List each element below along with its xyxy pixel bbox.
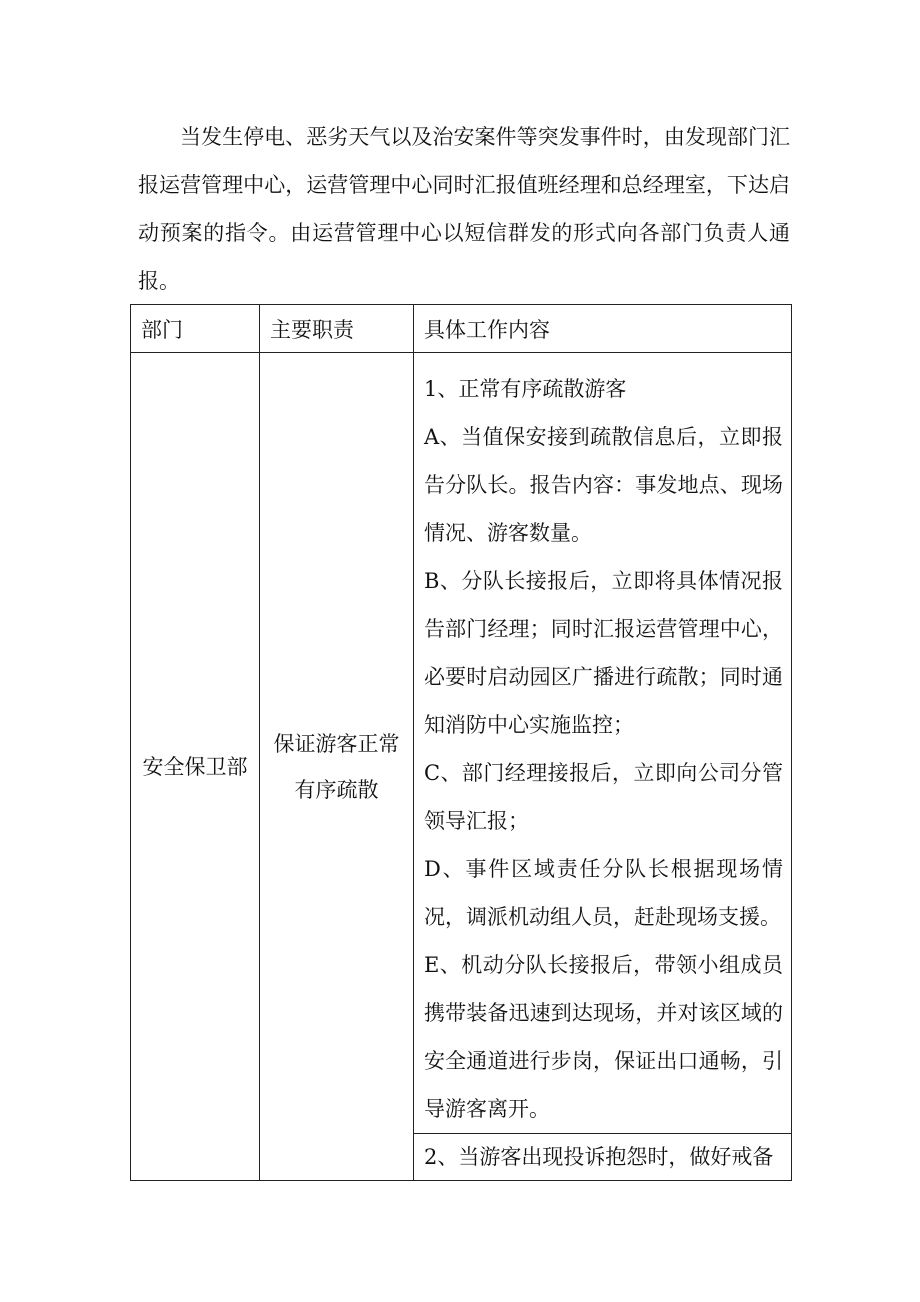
content-item: 1、正常有序疏散游客 (424, 377, 627, 401)
intro-paragraph: 当发生停电、恶劣天气以及治安案件等突发事件时，由发现部门汇报运营管理中心，运营管理中心同时汇报值班经理和总经理室，下达启动预案的指令。由运营管理中心以短信群发的形式向各部门负责人通报。 (138, 125, 790, 293)
content-item: D、事件区域责任分队长根据现场情况，调派机动组人员，赶赴现场支援。 (424, 857, 783, 929)
header-duty: 主要职责 (260, 305, 414, 353)
header-content: 具体工作内容 (414, 305, 792, 353)
content-item: E、机动分队长接报后，带领小组成员携带装备迅速到达现场，并对该区域的安全通道进行步岗，保证出口通畅，引导游客离开。 (424, 953, 783, 1121)
responsibility-table (130, 304, 792, 1181)
header-department: 部门 (131, 305, 260, 353)
table-header-row (131, 305, 792, 353)
table-row (131, 353, 792, 1134)
cell-department: 安全保卫部 (131, 353, 260, 1181)
content-item: B、分队长接报后，立即将具体情况报告部门经理；同时汇报运营管理中心，必要时启动园区广播进行疏散；同时通知消防中心实施监控； (424, 569, 783, 737)
content-item: C、部门经理接报后，立即向公司分管领导汇报； (424, 761, 783, 833)
cell-content (414, 353, 792, 1134)
content-item: A、当值保安接到疏散信息后，立即报告分队长。报告内容：事发地点、现场情况、游客数量。 (424, 425, 783, 545)
cell-duty: 保证游客正常 有序疏散 (260, 353, 414, 1181)
cell-content-continued: 2、当游客出现投诉抱怨时，做好戒备 (414, 1134, 792, 1181)
